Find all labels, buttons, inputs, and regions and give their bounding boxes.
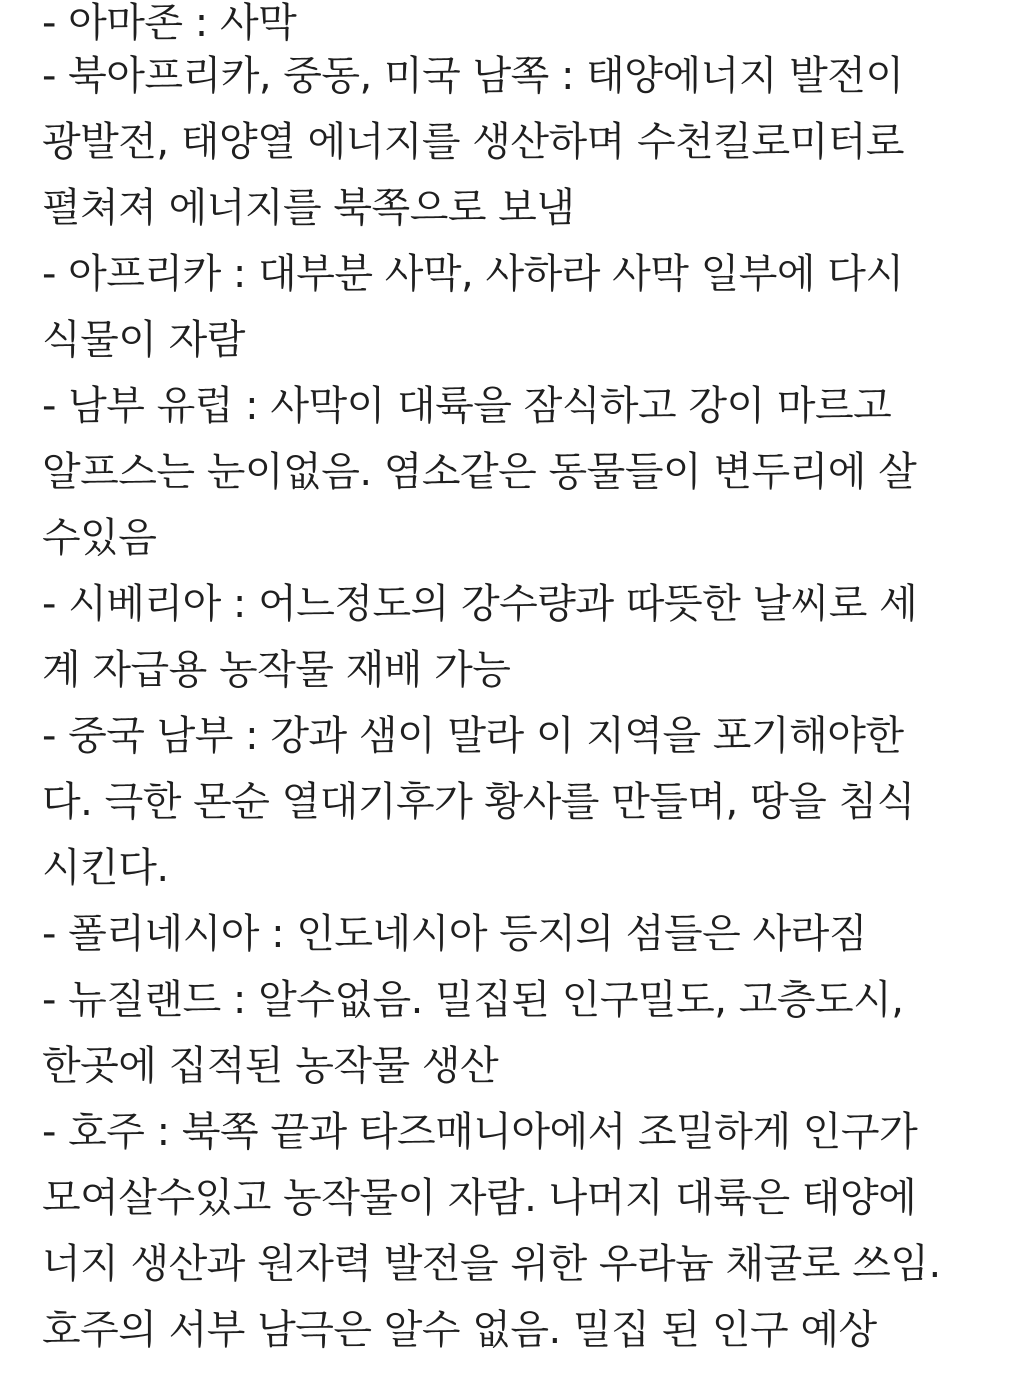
text-line: 너지 생산과 원자력 발전을 위한 우라늄 채굴로 쓰임.	[42, 1241, 941, 1287]
text-line: 모여살수있고 농작물이 자람. 나머지 대륙은 태양에	[42, 1175, 917, 1221]
text-line: - 아프리카 : 대부분 사막, 사하라 사막 일부에 다시	[42, 251, 904, 297]
text-line: 식물이 자람	[42, 317, 245, 363]
document-body	[42, 0, 1002, 1372]
text-line: 알프스는 눈이없음. 염소같은 동물들이 변두리에 살	[42, 449, 917, 495]
text-line: 수있음	[42, 515, 157, 561]
text-line: - 폴리네시아 : 인도네시아 등지의 섬들은 사라짐	[42, 911, 867, 957]
text-line: - 남부 유럽 : 사막이 대륙을 잠식하고 강이 마르고	[42, 383, 892, 429]
text-line: 다. 극한 몬순 열대기후가 황사를 만들며, 땅을 침식	[42, 779, 915, 825]
text-line: - 중국 남부 : 강과 샘이 말라 이 지역을 포기해야한	[42, 713, 904, 759]
text-line: 시킨다.	[42, 845, 169, 891]
text-line: - 시베리아 : 어느정도의 강수량과 따뜻한 날씨로 세	[42, 581, 918, 627]
text-line: - 북아프리카, 중동, 미국 남쪽 : 태양에너지 발전이	[42, 53, 904, 99]
text-line: 광발전, 태양열 에너지를 생산하며 수천킬로미터로	[42, 119, 905, 165]
text-line: - 아마존 : 사막	[42, 0, 297, 46]
text-line: 한곳에 집적된 농작물 생산	[42, 1043, 499, 1089]
text-line: - 뉴질랜드 : 알수없음. 밀집된 인구밀도, 고층도시,	[42, 977, 904, 1023]
text-line: 펼쳐져 에너지를 북쪽으로 보냄	[42, 185, 575, 231]
text-line: 계 자급용 농작물 재배 가능	[42, 647, 511, 693]
text-line: - 호주 : 북쪽 끝과 타즈매니아에서 조밀하게 인구가	[42, 1109, 918, 1155]
text-line: 호주의 서부 남극은 알수 없음. 밀집 된 인구 예상	[42, 1307, 877, 1353]
